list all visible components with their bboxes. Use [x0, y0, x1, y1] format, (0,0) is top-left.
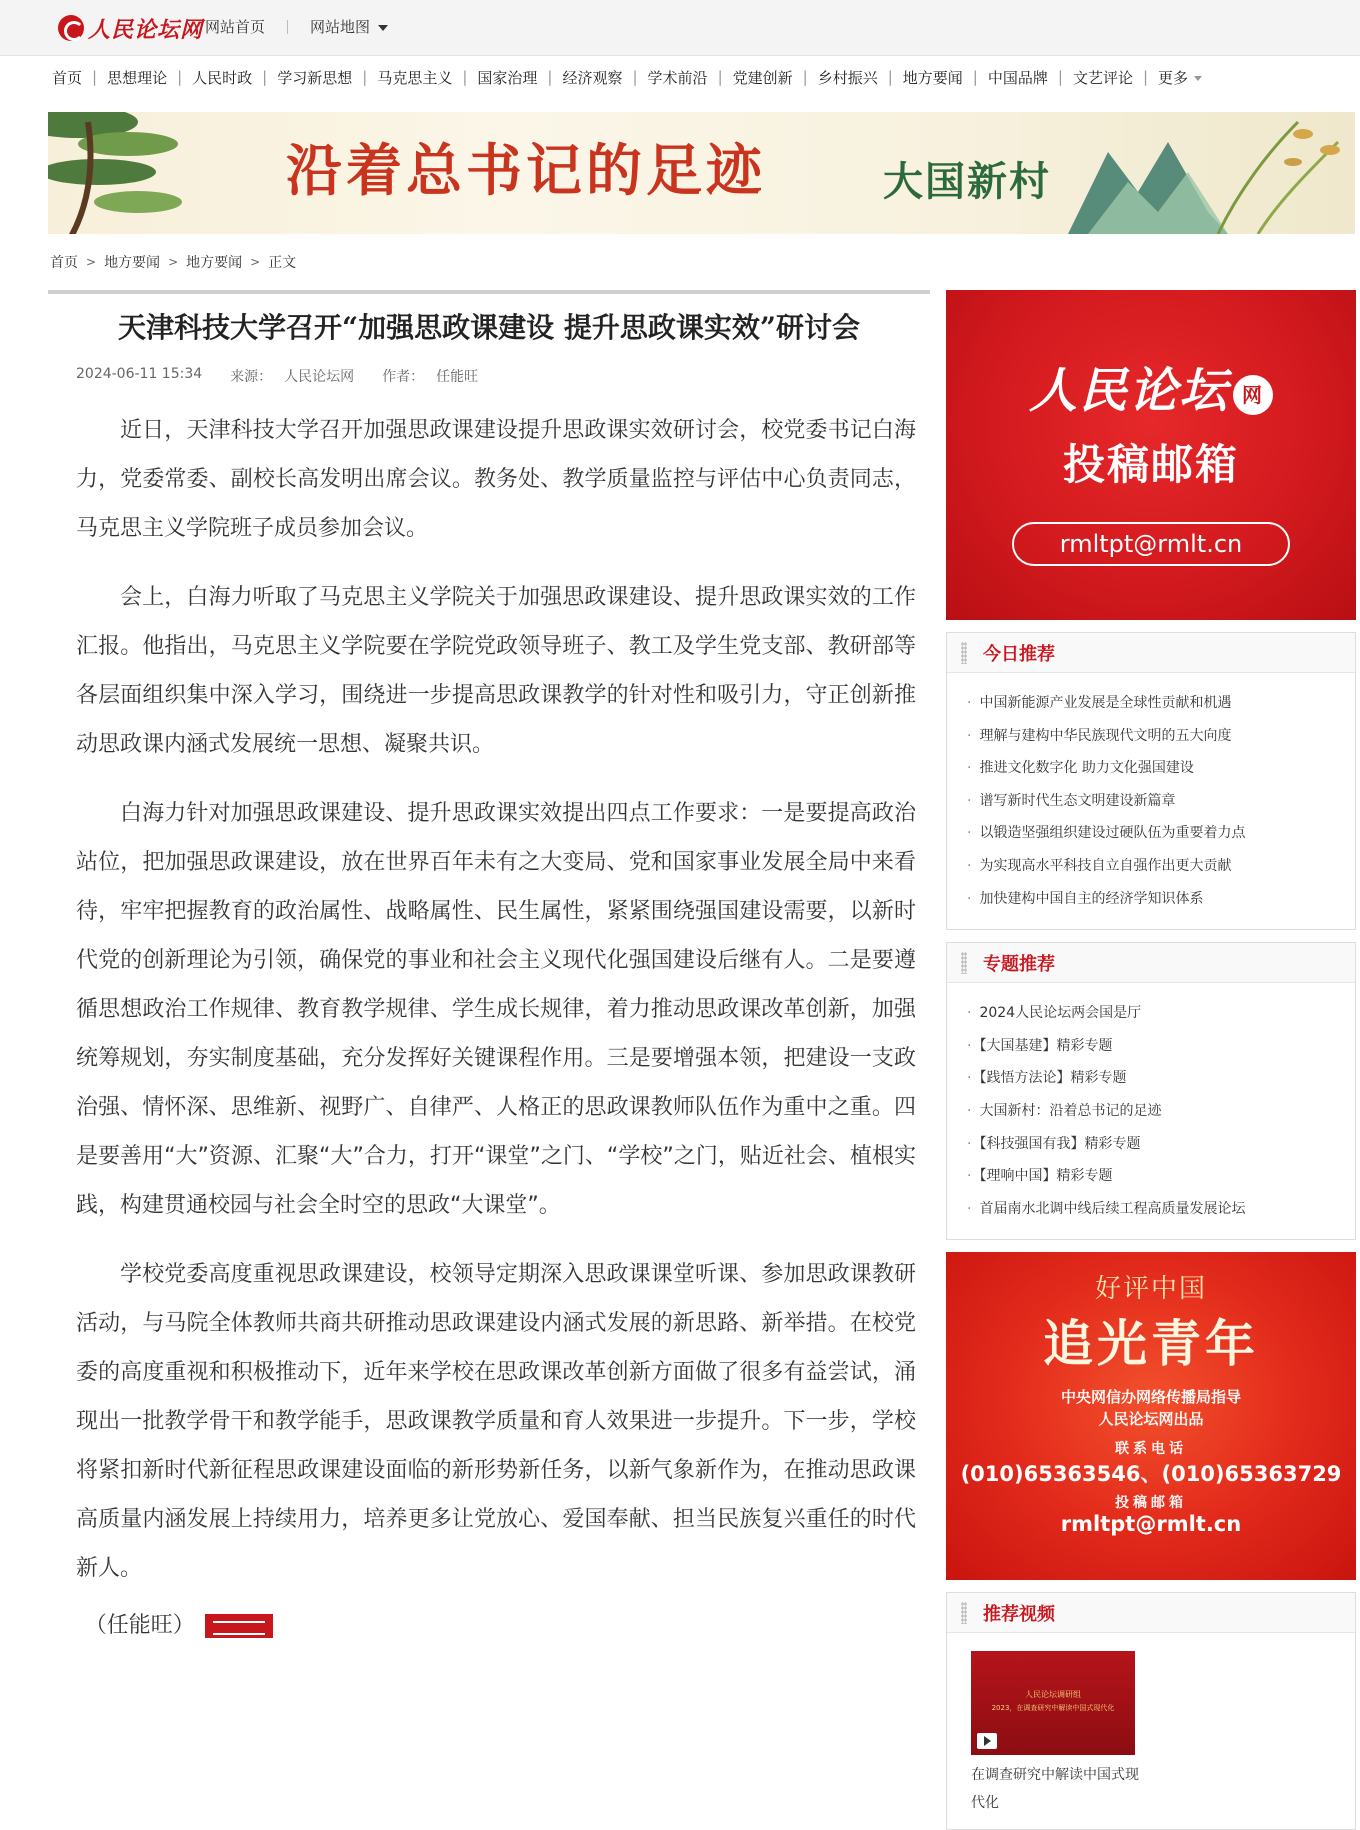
logo-text: 人民论坛网: [88, 16, 204, 43]
logo-icon: [58, 15, 84, 41]
sidebar: [946, 290, 1356, 1830]
mailbox-ad[interactable]: [946, 290, 1356, 620]
breadcrumb: [50, 252, 296, 272]
article-paragraph: 白海力针对加强思政课建设、提升思政课实效提出四点工作要求：一是要提高政治站位，把加强思政课建设，放在世界百年未有之大变局、党和国家事业发展全局中来看待，牢牢把握教育的政治属性、战略属性、民生属性，紧紧围绕强国建设需要，以新时代党的创新理论为引领，确保党的事业和社会主义现代化强国建设后继有人。二是要遵循思想政治工作规律、教育教学规律、学生成长规律，着力推动思政课改革创新，加强统筹规划，夯实制度基础，充分发挥好关键课程作用。三是要增强本领，把建设一支政治强、情怀深、思维新、视野广、自律严、人格正的思政课教师队伍作为重中之重。四是要善用“大”资源、汇聚“大”合力，打开“课堂”之门、“学校”之门，贴近社会、植根实践，构建贯通校园与社会全时空的思政“大课堂”。: [76, 801, 916, 1218]
list-item[interactable]: · 【践悟方法论】精彩专题: [967, 1062, 1355, 1095]
nav-item-politics[interactable]: 人民时政: [192, 68, 253, 87]
article-headline: 天津科技大学召开“加强思政课建设 提升思政课实效”研讨会: [118, 311, 860, 344]
nav-item-academic[interactable]: 学术前沿: [647, 68, 708, 87]
list-item[interactable]: · 【大国基建】精彩专题: [967, 1030, 1355, 1063]
chevron-right-icon: >: [86, 255, 97, 269]
list-item[interactable]: · 推进文化数字化 助力文化强国建设: [967, 752, 1355, 785]
play-icon[interactable]: [977, 1733, 997, 1749]
author-label: 作者：: [382, 369, 425, 385]
today-list: [947, 673, 1355, 929]
article-body: [48, 406, 916, 1650]
divider: |: [262, 68, 268, 86]
top-bar: [0, 0, 1360, 56]
topic-list: [947, 983, 1355, 1239]
list-item[interactable]: · 谱写新时代生态文明建设新篇章: [967, 785, 1355, 818]
signature-text: （任能旺）: [84, 1613, 195, 1638]
divider: |: [887, 68, 893, 86]
top-links: [205, 16, 388, 37]
panel-header: [947, 633, 1355, 673]
nav-item-party-building[interactable]: 党建创新: [732, 68, 793, 87]
youth-ad-line1: 好评中国: [1094, 1274, 1207, 1305]
video-caption[interactable]: 在调查研究中解读中国式现代化: [971, 1767, 1139, 1812]
chevron-down-icon: [1194, 76, 1202, 81]
list-item[interactable]: · 为实现高水平科技自立自强作出更大贡献: [967, 850, 1355, 883]
list-item[interactable]: · 首届南水北调中线后续工程高质量发展论坛: [967, 1193, 1355, 1226]
divider: |: [92, 68, 98, 86]
main-nav: [52, 64, 1202, 90]
nav-item-economy[interactable]: 经济观察: [562, 68, 623, 87]
site-logo[interactable]: [58, 12, 203, 44]
nav-item-theory[interactable]: 思想理论: [107, 68, 168, 87]
brand-stamp-icon: [205, 1614, 273, 1638]
nav-item-home[interactable]: 首页: [52, 68, 83, 87]
divider: |: [632, 68, 638, 86]
list-item[interactable]: · 加快建构中国自主的经济学知识体系: [967, 883, 1355, 916]
divider: |: [1057, 68, 1063, 86]
panel-header: [947, 943, 1355, 983]
nav-more-label: 更多: [1158, 68, 1189, 87]
panel-title: 专题推荐: [983, 953, 1055, 975]
ad-email: rmltpt@rmlt.cn: [1012, 522, 1290, 566]
breadcrumb-local[interactable]: 地方要闻: [104, 255, 161, 271]
pine-tree-illustration: [48, 112, 238, 234]
divider: |: [802, 68, 808, 86]
article: [48, 290, 930, 1670]
today-recommend-panel: [946, 632, 1356, 930]
ad-brand-text: 人民论坛: [1028, 363, 1229, 419]
banner-subtitle: 大国新村: [883, 158, 1051, 205]
panel-title: 推荐视频: [983, 1603, 1055, 1625]
video-thumbnail[interactable]: [971, 1651, 1135, 1755]
sitemap-link[interactable]: [310, 16, 388, 37]
divider: |: [1142, 68, 1149, 86]
thumb-title-1: 人民论坛调研组: [1025, 1690, 1081, 1700]
nav-item-new-thought[interactable]: 学习新思想: [277, 68, 353, 87]
ad-brand: [946, 352, 1356, 421]
list-item[interactable]: · 理解与建构中华民族现代文明的五大向度: [967, 720, 1355, 753]
thumb-title-2: 2023，在调查研究中解读中国式现代化: [991, 1704, 1115, 1713]
breadcrumb-current: 正文: [268, 255, 297, 271]
nav-item-arts[interactable]: 文艺评论: [1072, 68, 1133, 87]
ad-brand-badge: 网: [1233, 375, 1273, 415]
topic-recommend-panel: [946, 942, 1356, 1240]
divider: |: [177, 68, 183, 86]
article-source: 人民论坛网: [284, 369, 355, 385]
list-item[interactable]: · 中国新能源产业发展是全球性贡献和机遇: [967, 687, 1355, 720]
divider: |: [972, 68, 978, 86]
divider: |: [362, 68, 368, 86]
panel-title: 今日推荐: [983, 643, 1055, 665]
youth-ad-email: rmltpt@rmlt.cn: [1060, 1512, 1242, 1537]
sitemap-label: 网站地图: [310, 18, 371, 36]
article-paragraph: 会上，白海力听取了马克思主义学院关于加强思政课建设、提升思政课实效的工作汇报。他指出，马克思主义学院要在学院党政领导班子、教工及学生党支部、教研部等各层面组织集中深入学习，围绕进一步提高思政课教学的针对性和吸引力，守正创新推动思政课内涵式发展统一思想、凝聚共识。: [76, 585, 916, 757]
panel-header: [947, 1593, 1355, 1633]
mountain-illustration: [1068, 112, 1355, 234]
chevron-down-icon: [378, 25, 388, 31]
youth-ad[interactable]: [946, 1252, 1356, 1580]
banner-title: 沿着总书记的足迹: [286, 138, 766, 204]
nav-item-brand[interactable]: 中国品牌: [987, 68, 1048, 87]
article-meta: [48, 366, 930, 386]
youth-ad-phones: (010)65363546、(010)65363729: [960, 1462, 1342, 1487]
video-panel: [946, 1592, 1356, 1830]
divider: [287, 20, 288, 34]
ad-title: 投稿邮箱: [1062, 440, 1239, 489]
article-paragraph: 近日，天津科技大学召开加强思政课建设提升思政课实效研讨会，校党委书记白海力，党委常委、副校长高发明出席会议。教务处、教学质量监控与评估中心负责同志，马克思主义学院班子成员参加会议。: [76, 418, 916, 541]
home-link[interactable]: 网站首页: [205, 18, 266, 36]
video-item[interactable]: [947, 1633, 1355, 1829]
divider: |: [462, 68, 468, 86]
divider: |: [717, 68, 723, 86]
source-label: 来源：: [230, 369, 273, 385]
chevron-right-icon: >: [168, 255, 179, 269]
nav-item-governance[interactable]: 国家治理: [477, 68, 538, 87]
list-item[interactable]: · 2024人民论坛两会国是厅: [967, 997, 1355, 1030]
article-paragraph: 学校党委高度重视思政课建设，校领导定期深入思政课课堂听课、参加思政课教研活动，与马院全体教师共商共研推动思政课建设内涵式发展的新思路、新举措。在校党委的高度重视和积极推动下，近年来学校在思政课改革创新方面做了很多有益尝试，涌现出一批教学骨干和教学能手，思政课教学质量和育人效果进一步提升。下一步，学校将紧扣新时代新征程思政课建设面临的新形势新任务，以新气象新作为，在推动思政课高质量内涵发展上持续用力，培养更多让党放心、爱国奉献、担当民族复兴重任的时代新人。: [76, 1262, 916, 1581]
youth-ad-title: 追光青年: [1043, 1314, 1259, 1374]
nav-item-marxism[interactable]: 马克思主义: [377, 68, 453, 87]
breadcrumb-local-2[interactable]: 地方要闻: [186, 255, 243, 271]
list-item[interactable]: · 以锻造坚强组织建设过硬队伍为重要着力点: [967, 817, 1355, 850]
breadcrumb-home[interactable]: 首页: [50, 255, 78, 271]
list-item[interactable]: · 【理响中国】精彩专题: [967, 1160, 1355, 1193]
article-signature: [76, 1601, 916, 1650]
article-date: 2024-06-11 15:34: [76, 366, 203, 382]
grip-icon: [961, 952, 967, 974]
nav-item-more[interactable]: [1158, 67, 1202, 88]
grip-icon: [961, 642, 967, 664]
chevron-right-icon: >: [250, 255, 261, 269]
list-item[interactable]: · 大国新村：沿着总书记的足迹: [967, 1095, 1355, 1128]
nav-item-local[interactable]: 地方要闻: [902, 68, 963, 87]
youth-ad-phone-label: 联系电话: [1115, 1441, 1187, 1458]
grip-icon: [961, 1602, 967, 1624]
youth-ad-email-label: 投稿邮箱: [1115, 1495, 1187, 1512]
nav-item-rural[interactable]: 乡村振兴: [817, 68, 878, 87]
divider: |: [547, 68, 553, 86]
youth-ad-producer: 人民论坛网出品: [1098, 1410, 1204, 1429]
list-item[interactable]: · 【科技强国有我】精彩专题: [967, 1128, 1355, 1161]
youth-ad-guidance: 中央网信办网络传播局指导: [1060, 1388, 1241, 1407]
banner[interactable]: [48, 112, 1355, 234]
article-author: 任能旺: [436, 369, 479, 385]
